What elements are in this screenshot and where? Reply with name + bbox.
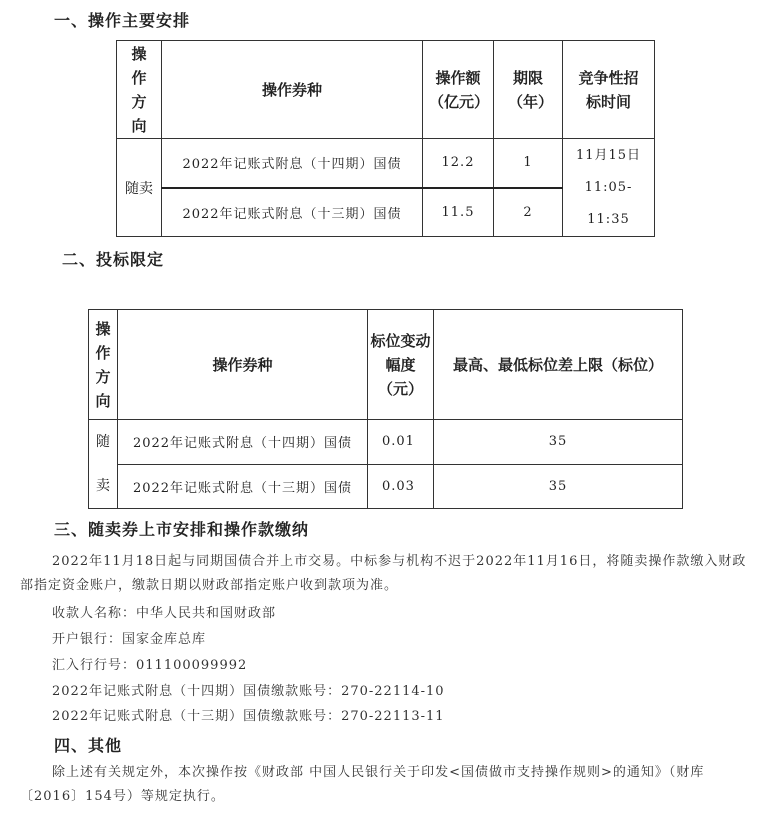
limit-cell: 35 (434, 420, 683, 465)
header-limit: 最高、最低标位差上限（标位） (434, 310, 683, 420)
amount-cell: 11.5 (423, 188, 494, 237)
variation-cell: 0.01 (368, 420, 434, 465)
header-bond: 操作券种 (118, 310, 368, 420)
account-line: 2022年记账式附息（十三期）国债缴款账号：270-22113-11 (52, 709, 445, 724)
bank-line: 开户银行：国家金库总库 (52, 632, 207, 647)
bid-time-cell: 11月15日 11:05- 11:35 (563, 139, 655, 237)
header-direction: 操作方向 (89, 310, 118, 420)
account-line: 2022年记账式附息（十四期）国债缴款账号：270-22114-10 (52, 684, 445, 699)
variation-cell: 0.03 (368, 464, 434, 509)
direction-cell: 随卖 (117, 139, 162, 237)
listing-paragraph: 2022年11月18日起与同期国债合并上市交易。中标参与机构不迟于2022年11月16日，将随卖操作款缴入财政部指定资金账户，缴款日期以财政部指定账户收到款项为准。 (20, 554, 747, 593)
header-amount: 操作额（亿元） (423, 41, 494, 139)
bond-name-cell: 2022年记账式附息（十三期）国债 (118, 464, 368, 509)
operation-table (116, 40, 655, 237)
header-term: 期限（年） (494, 41, 563, 139)
amount-cell: 12.2 (423, 139, 494, 188)
bond-name-cell: 2022年记账式附息（十四期）国债 (162, 139, 423, 188)
other-paragraph: 除上述有关规定外，本次操作按《财政部 中国人民银行关于印发<国债做市支持操作规则>的通知》（财库〔2016〕154号）等规定执行。 (20, 765, 705, 804)
bank-code-line: 汇入行行号：011100099992 (52, 658, 248, 673)
payee-name-line: 收款人名称：中华人民共和国财政部 (52, 606, 277, 621)
header-bond: 操作券种 (162, 41, 423, 139)
term-cell: 2 (494, 188, 563, 237)
direction-cell: 随卖 (89, 420, 118, 509)
section-3-title: 三、随卖券上市安排和操作款缴纳 (54, 520, 310, 539)
bond-name-cell: 2022年记账式附息（十三期）国债 (162, 188, 423, 237)
section-1-title: 一、操作主要安排 (54, 11, 191, 30)
bid-limit-table (88, 309, 683, 509)
section-2-title: 二、投标限定 (62, 250, 165, 269)
limit-cell: 35 (434, 464, 683, 509)
bond-name-cell: 2022年记账式附息（十四期）国债 (118, 420, 368, 465)
section-4-title: 四、其他 (54, 736, 123, 755)
term-cell: 1 (494, 139, 563, 188)
header-bid-time: 竞争性招标时间 (563, 41, 655, 139)
header-variation: 标位变动幅度（元） (368, 310, 434, 420)
header-direction: 操作方向 (117, 41, 162, 139)
